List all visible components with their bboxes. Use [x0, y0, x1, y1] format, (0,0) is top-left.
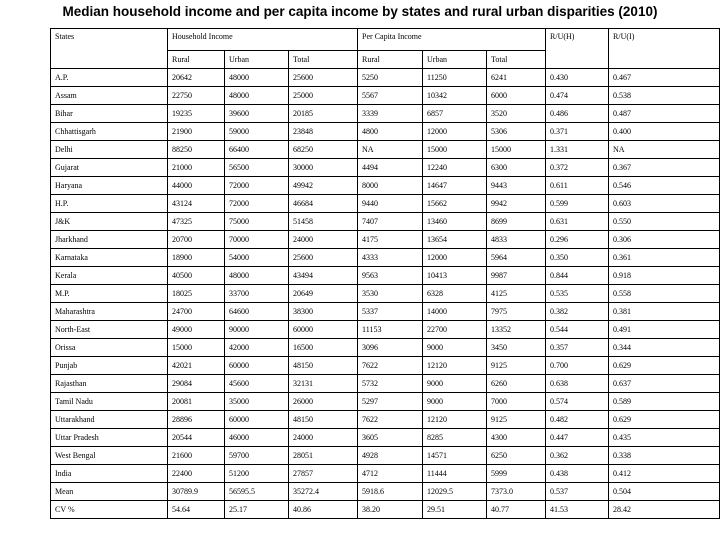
- cell-hh-urban: 48000: [225, 69, 289, 87]
- cell-pc-total: 7000: [487, 393, 546, 411]
- cell-hh-urban: 59700: [225, 447, 289, 465]
- cell-ru-i: 0.629: [609, 357, 720, 375]
- header-household-income: Household Income: [168, 29, 358, 51]
- cell-ru-i: 0.637: [609, 375, 720, 393]
- cell-pc-total: 5306: [487, 123, 546, 141]
- table-row: [51, 303, 720, 321]
- cell-state-name: Gujarat: [51, 159, 168, 177]
- cell-pc-rural: 5918.6: [358, 483, 423, 501]
- cell-hh-rural: 18025: [168, 285, 225, 303]
- cell-pc-total: 7975: [487, 303, 546, 321]
- cell-hh-rural: 28896: [168, 411, 225, 429]
- cell-hh-urban: 75000: [225, 213, 289, 231]
- cell-pc-urban: 11444: [423, 465, 487, 483]
- cell-hh-rural: 30789.9: [168, 483, 225, 501]
- cell-ru-i: NA: [609, 141, 720, 159]
- cell-hh-rural: 20081: [168, 393, 225, 411]
- table-row: [51, 339, 720, 357]
- cell-hh-total: 51458: [289, 213, 358, 231]
- cell-pc-urban: 12000: [423, 123, 487, 141]
- cell-ru-h: 0.296: [546, 231, 609, 249]
- income-table: [50, 28, 720, 519]
- subheader-pc-total: Total: [487, 51, 546, 69]
- page-title: Median household income and per capita income by states and rural urban disparities (2010): [62, 4, 658, 19]
- cell-pc-urban: 14647: [423, 177, 487, 195]
- table-row: [51, 447, 720, 465]
- cell-state-name: West Bengal: [51, 447, 168, 465]
- cell-pc-rural: 7622: [358, 357, 423, 375]
- cell-state-name: J&K: [51, 213, 168, 231]
- cell-ru-h: 0.430: [546, 69, 609, 87]
- cell-ru-i: 0.344: [609, 339, 720, 357]
- cell-ru-i: 0.381: [609, 303, 720, 321]
- cell-hh-urban: 90000: [225, 321, 289, 339]
- cell-hh-total: 30000: [289, 159, 358, 177]
- cell-pc-rural: 5250: [358, 69, 423, 87]
- cell-pc-rural: 4712: [358, 465, 423, 483]
- subheader-hh-total: Total: [289, 51, 358, 69]
- cell-ru-h: 0.486: [546, 105, 609, 123]
- cell-state-name: Assam: [51, 87, 168, 105]
- cell-pc-urban: 9000: [423, 375, 487, 393]
- cell-pc-rural: 4494: [358, 159, 423, 177]
- header-ru-i-spacer: [609, 51, 720, 69]
- cell-hh-rural: 42021: [168, 357, 225, 375]
- cell-hh-total: 24000: [289, 429, 358, 447]
- cell-state-name: Jharkhand: [51, 231, 168, 249]
- cell-state-name: India: [51, 465, 168, 483]
- cell-hh-rural: 22400: [168, 465, 225, 483]
- cell-ru-h: 0.535: [546, 285, 609, 303]
- cell-hh-total: 27857: [289, 465, 358, 483]
- cell-hh-total: 46684: [289, 195, 358, 213]
- header-ru-h: R/U(H): [546, 29, 609, 51]
- cell-pc-rural: 4333: [358, 249, 423, 267]
- cell-hh-rural: 22750: [168, 87, 225, 105]
- cell-pc-rural: 3530: [358, 285, 423, 303]
- cell-pc-rural: 3339: [358, 105, 423, 123]
- cell-hh-total: 49942: [289, 177, 358, 195]
- cell-hh-urban: 46000: [225, 429, 289, 447]
- cell-state-name: Uttarakhand: [51, 411, 168, 429]
- cell-pc-urban: 10342: [423, 87, 487, 105]
- cell-hh-rural: 20544: [168, 429, 225, 447]
- cell-hh-urban: 56500: [225, 159, 289, 177]
- cell-hh-rural: 18900: [168, 249, 225, 267]
- table-row: [51, 393, 720, 411]
- cell-pc-total: 40.77: [487, 501, 546, 519]
- table-row: [51, 213, 720, 231]
- table-row: [51, 87, 720, 105]
- cell-pc-urban: 14000: [423, 303, 487, 321]
- cell-ru-i: 0.603: [609, 195, 720, 213]
- cell-hh-rural: 19235: [168, 105, 225, 123]
- cell-hh-total: 28051: [289, 447, 358, 465]
- cell-pc-total: 4300: [487, 429, 546, 447]
- cell-pc-total: 6241: [487, 69, 546, 87]
- header-states: States: [51, 29, 168, 51]
- cell-pc-rural: 4800: [358, 123, 423, 141]
- subheader-hh-rural: Rural: [168, 51, 225, 69]
- cell-ru-h: 0.599: [546, 195, 609, 213]
- cell-state-name: M.P.: [51, 285, 168, 303]
- cell-ru-h: 1.331: [546, 141, 609, 159]
- header-ru-h-spacer: [546, 51, 609, 69]
- cell-state-name: Punjab: [51, 357, 168, 375]
- cell-hh-urban: 72000: [225, 177, 289, 195]
- subheader-pc-urban: Urban: [423, 51, 487, 69]
- cell-pc-rural: 5732: [358, 375, 423, 393]
- cell-state-name: Rajasthan: [51, 375, 168, 393]
- cell-hh-total: 48150: [289, 411, 358, 429]
- table-row: [51, 177, 720, 195]
- cell-hh-urban: 45600: [225, 375, 289, 393]
- subheader-pc-rural: Rural: [358, 51, 423, 69]
- cell-ru-i: 0.589: [609, 393, 720, 411]
- header-per-capita-income: Per Capita Income: [358, 29, 546, 51]
- cell-pc-total: 9125: [487, 411, 546, 429]
- cell-ru-i: 0.550: [609, 213, 720, 231]
- cell-pc-rural: 9563: [358, 267, 423, 285]
- cell-state-name: Kerala: [51, 267, 168, 285]
- cell-pc-rural: 3096: [358, 339, 423, 357]
- cell-pc-urban: 12000: [423, 249, 487, 267]
- table-row: [51, 69, 720, 87]
- cell-pc-urban: 9000: [423, 339, 487, 357]
- cell-pc-total: 15000: [487, 141, 546, 159]
- cell-pc-rural: 8000: [358, 177, 423, 195]
- cell-pc-urban: 14571: [423, 447, 487, 465]
- cell-hh-total: 68250: [289, 141, 358, 159]
- cell-hh-total: 26000: [289, 393, 358, 411]
- cell-hh-rural: 20642: [168, 69, 225, 87]
- cell-ru-h: 0.438: [546, 465, 609, 483]
- table-row: [51, 483, 720, 501]
- cell-pc-urban: 15662: [423, 195, 487, 213]
- table-row: [51, 105, 720, 123]
- cell-hh-urban: 56595.5: [225, 483, 289, 501]
- cell-ru-i: 0.338: [609, 447, 720, 465]
- cell-ru-h: 0.611: [546, 177, 609, 195]
- cell-hh-rural: 88250: [168, 141, 225, 159]
- header-states-spacer: [51, 51, 168, 69]
- cell-hh-urban: 48000: [225, 87, 289, 105]
- cell-ru-i: 0.412: [609, 465, 720, 483]
- cell-ru-h: 0.372: [546, 159, 609, 177]
- cell-pc-total: 13352: [487, 321, 546, 339]
- cell-hh-urban: 25.17: [225, 501, 289, 519]
- cell-hh-rural: 49000: [168, 321, 225, 339]
- table-row: [51, 141, 720, 159]
- cell-hh-rural: 21000: [168, 159, 225, 177]
- cell-ru-h: 0.700: [546, 357, 609, 375]
- table-row: [51, 429, 720, 447]
- cell-hh-total: 20649: [289, 285, 358, 303]
- cell-ru-i: 0.538: [609, 87, 720, 105]
- cell-pc-urban: 10413: [423, 267, 487, 285]
- cell-hh-rural: 54.64: [168, 501, 225, 519]
- cell-pc-rural: 11153: [358, 321, 423, 339]
- cell-hh-total: 23848: [289, 123, 358, 141]
- cell-ru-h: 0.362: [546, 447, 609, 465]
- cell-hh-rural: 20700: [168, 231, 225, 249]
- cell-ru-h: 0.638: [546, 375, 609, 393]
- cell-pc-rural: 5297: [358, 393, 423, 411]
- cell-pc-urban: 29.51: [423, 501, 487, 519]
- cell-pc-total: 4125: [487, 285, 546, 303]
- cell-pc-urban: 9000: [423, 393, 487, 411]
- cell-pc-rural: 5337: [358, 303, 423, 321]
- cell-pc-total: 3450: [487, 339, 546, 357]
- cell-state-name: Orissa: [51, 339, 168, 357]
- cell-pc-urban: 13460: [423, 213, 487, 231]
- cell-hh-urban: 66400: [225, 141, 289, 159]
- cell-pc-rural: 3605: [358, 429, 423, 447]
- cell-ru-i: 0.367: [609, 159, 720, 177]
- cell-ru-i: 0.918: [609, 267, 720, 285]
- cell-pc-total: 9443: [487, 177, 546, 195]
- cell-ru-i: 0.435: [609, 429, 720, 447]
- cell-pc-urban: 12240: [423, 159, 487, 177]
- cell-state-name: North-East: [51, 321, 168, 339]
- cell-state-name: Karnataka: [51, 249, 168, 267]
- cell-pc-rural: 38.20: [358, 501, 423, 519]
- cell-pc-urban: 6328: [423, 285, 487, 303]
- cell-ru-i: 0.306: [609, 231, 720, 249]
- cell-state-name: Delhi: [51, 141, 168, 159]
- table-row: [51, 249, 720, 267]
- cell-hh-rural: 15000: [168, 339, 225, 357]
- cell-state-name: H.P.: [51, 195, 168, 213]
- cell-hh-urban: 60000: [225, 411, 289, 429]
- cell-ru-i: 0.629: [609, 411, 720, 429]
- cell-hh-urban: 42000: [225, 339, 289, 357]
- cell-state-name: Haryana: [51, 177, 168, 195]
- table-row: [51, 231, 720, 249]
- cell-hh-total: 60000: [289, 321, 358, 339]
- table-row: [51, 357, 720, 375]
- cell-pc-rural: 9440: [358, 195, 423, 213]
- cell-hh-urban: 59000: [225, 123, 289, 141]
- table-row: [51, 501, 720, 519]
- cell-ru-h: 0.474: [546, 87, 609, 105]
- cell-ru-i: 0.361: [609, 249, 720, 267]
- cell-pc-total: 5964: [487, 249, 546, 267]
- cell-pc-total: 5999: [487, 465, 546, 483]
- cell-pc-total: 6300: [487, 159, 546, 177]
- table-row: [51, 159, 720, 177]
- cell-pc-rural: 4175: [358, 231, 423, 249]
- cell-hh-rural: 44000: [168, 177, 225, 195]
- cell-pc-total: 4833: [487, 231, 546, 249]
- cell-ru-i: 0.504: [609, 483, 720, 501]
- cell-state-name: Mean: [51, 483, 168, 501]
- cell-pc-rural: NA: [358, 141, 423, 159]
- cell-pc-urban: 6857: [423, 105, 487, 123]
- cell-pc-total: 7373.0: [487, 483, 546, 501]
- cell-state-name: A.P.: [51, 69, 168, 87]
- cell-hh-urban: 48000: [225, 267, 289, 285]
- table-row: [51, 465, 720, 483]
- table-row: [51, 285, 720, 303]
- cell-pc-urban: 13654: [423, 231, 487, 249]
- cell-state-name: CV %: [51, 501, 168, 519]
- cell-ru-i: 0.487: [609, 105, 720, 123]
- cell-hh-total: 20185: [289, 105, 358, 123]
- cell-hh-urban: 72000: [225, 195, 289, 213]
- cell-hh-urban: 54000: [225, 249, 289, 267]
- cell-hh-rural: 21900: [168, 123, 225, 141]
- table-row: [51, 375, 720, 393]
- cell-ru-i: 0.558: [609, 285, 720, 303]
- cell-hh-total: 43494: [289, 267, 358, 285]
- cell-pc-urban: 15000: [423, 141, 487, 159]
- cell-ru-h: 0.574: [546, 393, 609, 411]
- cell-state-name: Bihar: [51, 105, 168, 123]
- cell-hh-urban: 35000: [225, 393, 289, 411]
- header-row-sub: [51, 51, 720, 69]
- table-row: [51, 267, 720, 285]
- cell-pc-total: 6000: [487, 87, 546, 105]
- table-body: [51, 69, 720, 519]
- cell-ru-h: 0.844: [546, 267, 609, 285]
- cell-hh-total: 48150: [289, 357, 358, 375]
- header-row-groups: [51, 29, 720, 51]
- cell-ru-i: 0.400: [609, 123, 720, 141]
- cell-ru-h: 0.482: [546, 411, 609, 429]
- cell-hh-total: 40.86: [289, 501, 358, 519]
- cell-hh-total: 38300: [289, 303, 358, 321]
- cell-pc-urban: 8285: [423, 429, 487, 447]
- cell-pc-rural: 7622: [358, 411, 423, 429]
- cell-hh-total: 25000: [289, 87, 358, 105]
- cell-ru-h: 0.357: [546, 339, 609, 357]
- cell-pc-total: 6250: [487, 447, 546, 465]
- cell-pc-urban: 22700: [423, 321, 487, 339]
- cell-ru-i: 28.42: [609, 501, 720, 519]
- table-row: [51, 123, 720, 141]
- cell-hh-total: 35272.4: [289, 483, 358, 501]
- cell-state-name: Maharashtra: [51, 303, 168, 321]
- cell-hh-total: 16500: [289, 339, 358, 357]
- cell-pc-rural: 5567: [358, 87, 423, 105]
- table-row: [51, 321, 720, 339]
- cell-ru-h: 41.53: [546, 501, 609, 519]
- cell-hh-total: 24000: [289, 231, 358, 249]
- header-ru-i: R/U(I): [609, 29, 720, 51]
- cell-pc-rural: 7407: [358, 213, 423, 231]
- cell-hh-rural: 21600: [168, 447, 225, 465]
- cell-ru-h: 0.537: [546, 483, 609, 501]
- cell-pc-total: 9987: [487, 267, 546, 285]
- cell-hh-urban: 70000: [225, 231, 289, 249]
- cell-pc-urban: 11250: [423, 69, 487, 87]
- cell-hh-total: 25600: [289, 249, 358, 267]
- cell-ru-i: 0.467: [609, 69, 720, 87]
- cell-hh-urban: 51200: [225, 465, 289, 483]
- cell-hh-rural: 24700: [168, 303, 225, 321]
- cell-hh-rural: 40500: [168, 267, 225, 285]
- cell-ru-h: 0.631: [546, 213, 609, 231]
- cell-pc-total: 6260: [487, 375, 546, 393]
- cell-pc-urban: 12120: [423, 411, 487, 429]
- cell-ru-h: 0.371: [546, 123, 609, 141]
- subheader-hh-urban: Urban: [225, 51, 289, 69]
- cell-ru-i: 0.491: [609, 321, 720, 339]
- cell-hh-total: 32131: [289, 375, 358, 393]
- cell-ru-h: 0.544: [546, 321, 609, 339]
- cell-ru-i: 0.546: [609, 177, 720, 195]
- cell-pc-urban: 12120: [423, 357, 487, 375]
- cell-hh-rural: 29084: [168, 375, 225, 393]
- cell-hh-rural: 43124: [168, 195, 225, 213]
- table-row: [51, 411, 720, 429]
- table-row: [51, 195, 720, 213]
- cell-hh-urban: 33700: [225, 285, 289, 303]
- cell-hh-total: 25600: [289, 69, 358, 87]
- cell-ru-h: 0.382: [546, 303, 609, 321]
- cell-pc-total: 8699: [487, 213, 546, 231]
- cell-state-name: Tamil Nadu: [51, 393, 168, 411]
- cell-state-name: Uttar Pradesh: [51, 429, 168, 447]
- cell-pc-total: 9125: [487, 357, 546, 375]
- cell-hh-rural: 47325: [168, 213, 225, 231]
- cell-hh-urban: 64600: [225, 303, 289, 321]
- cell-hh-urban: 39600: [225, 105, 289, 123]
- cell-state-name: Chhattisgarh: [51, 123, 168, 141]
- cell-ru-h: 0.350: [546, 249, 609, 267]
- cell-ru-h: 0.447: [546, 429, 609, 447]
- cell-pc-total: 9942: [487, 195, 546, 213]
- cell-pc-rural: 4928: [358, 447, 423, 465]
- cell-pc-urban: 12029.5: [423, 483, 487, 501]
- cell-hh-urban: 60000: [225, 357, 289, 375]
- cell-pc-total: 3520: [487, 105, 546, 123]
